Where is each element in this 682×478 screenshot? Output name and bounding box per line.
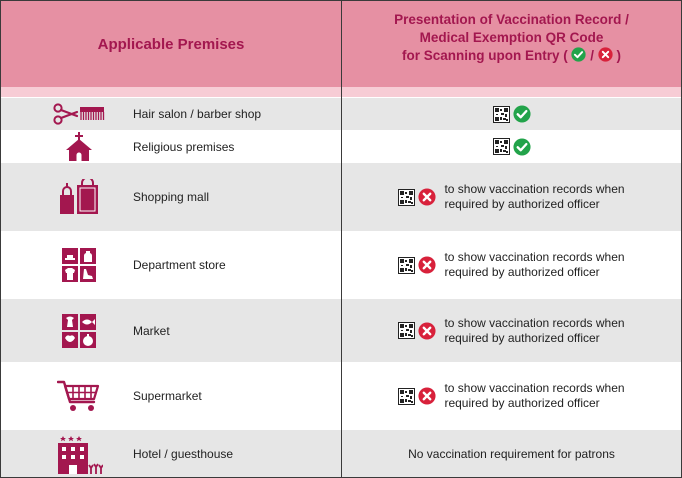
premise-name: Shopping mall: [133, 190, 210, 204]
requirement-text-line2: required by authorized officer: [444, 197, 600, 211]
cross-icon: [598, 47, 613, 62]
qr-code-icon: [493, 106, 510, 123]
premise-name: Hair salon / barber shop: [133, 107, 262, 121]
requirement-text-line2: required by authorized officer: [444, 396, 600, 410]
requirement-text-line1: to show vaccination records when: [444, 182, 625, 196]
requirement-text-line1: to show vaccination records when: [444, 315, 625, 330]
requirement-text-line1: to show vaccination records when: [444, 250, 625, 264]
check-icon: [513, 138, 531, 156]
premise-name: Supermarket: [133, 389, 202, 403]
header-line3-sep: /: [590, 48, 594, 63]
requirement-text-line2: required by authorized officer: [444, 330, 600, 345]
qr-code-icon: [398, 388, 415, 405]
check-icon: [513, 105, 531, 123]
qr-code-icon: [398, 322, 415, 339]
cross-icon: [418, 256, 436, 274]
header-line3-suffix: ): [616, 48, 622, 63]
premise-name: Religious premises: [133, 139, 235, 154]
requirement-note: No vaccination requirement for patrons: [408, 446, 615, 461]
requirement-text-line1: to show vaccination records when: [444, 381, 625, 395]
cross-icon: [418, 322, 436, 340]
column-divider: [341, 1, 342, 477]
requirement-cell: [342, 98, 681, 130]
header-requirement-line3: [342, 47, 681, 65]
requirement-text-line2: required by authorized officer: [444, 265, 600, 279]
requirement-cell: [342, 130, 681, 163]
requirement-cell: [342, 299, 681, 362]
shopping-cart-icon: [49, 362, 109, 430]
cross-icon: [418, 188, 436, 206]
premise-name: Department store: [133, 258, 226, 272]
header-requirement-line1: Presentation of Vaccination Record /: [394, 12, 629, 27]
requirement-cell: [342, 362, 681, 430]
header-requirement: [342, 11, 681, 81]
requirement-cell: [342, 163, 681, 231]
requirement-cell: [342, 231, 681, 299]
header-requirement-line2: Medical Exemption QR Code: [419, 30, 604, 45]
hotel-icon: [49, 430, 109, 477]
department-store-icon: [49, 231, 109, 299]
check-icon: [571, 47, 586, 62]
qr-code-icon: [398, 189, 415, 206]
church-icon: [49, 130, 109, 163]
requirement-text: [444, 316, 624, 346]
qr-code-icon: [398, 257, 415, 274]
cross-icon: [418, 387, 436, 405]
qr-code-icon: [493, 138, 510, 155]
requirement-cell: [342, 430, 681, 477]
header-line3-prefix: for Scanning upon Entry (: [401, 48, 568, 63]
market-icon: [49, 299, 109, 362]
scissors-comb-icon: [49, 98, 109, 130]
requirement-text: [444, 250, 624, 280]
premise-name: Hotel / guesthouse: [133, 446, 234, 461]
premise-name: Market: [133, 323, 170, 338]
requirement-text: [444, 182, 624, 212]
requirement-text: [444, 381, 624, 411]
shopping-bags-icon: [49, 163, 109, 231]
header-applicable-premises: Applicable Premises: [97, 35, 245, 53]
